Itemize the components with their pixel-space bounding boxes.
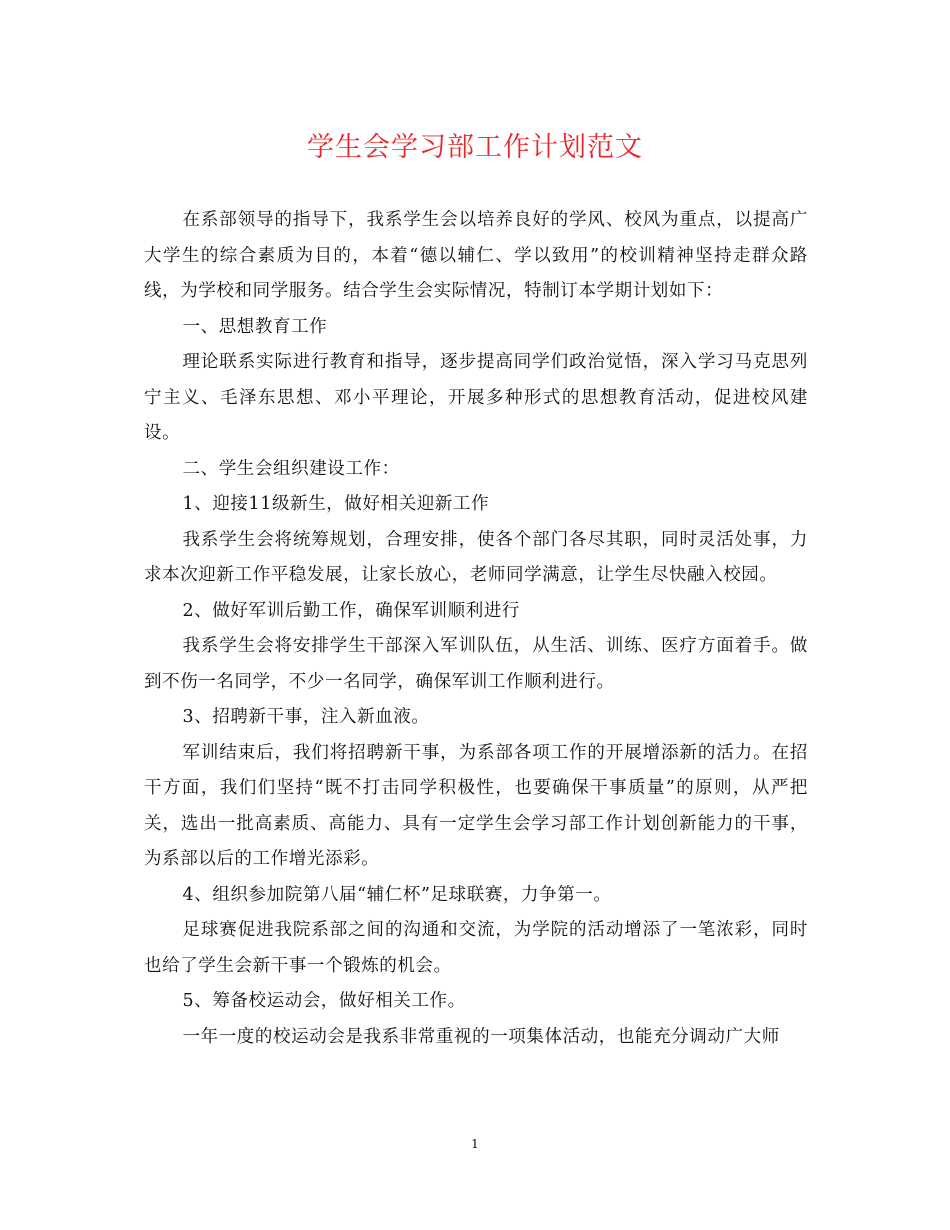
subheading-football-league: 4、组织参加院第八届“辅仁杯”足球联赛，力争第一。 (182, 884, 612, 905)
paragraph-military-training: 我系学生会将安排学生干部深入军训队伍，从生活、训练、医疗方面着手。做到不伤一名同学，不少一名同学，确保军训工作顺利进行。 (144, 636, 808, 692)
heading-ideology-education: 一、思想教育工作 (182, 316, 328, 337)
paragraph-ideology-education: 理论联系实际进行教育和指导，逐步提高同学们政治觉悟，深入学习马克思列宁主义、毛泽东思想、邓小平理论，开展多种形式的思想教育活动，促进校风建设。 (144, 352, 808, 443)
paragraph-recruit-staff: 军训结束后，我们将招聘新干事，为系部各项工作的开展增添新的活力。在招干方面，我们们坚持“既不打击同学积极性，也要确保干事质量”的原则，从严把关，选出一批高素质、高能力、具有一定学生会学习部工作计划创新能力的干事，为系部以后的工作增光添彩。 (144, 742, 808, 869)
document-title: 学生会学习部工作计划范文 (307, 132, 643, 163)
page-number: 1 (471, 1137, 479, 1151)
paragraph-intro: 在系部领导的指导下，我系学生会以培养良好的学风、校风为重点，以提高广大学生的综合素质为目的，本着“德以辅仁、学以致用”的校训精神坚持走群众路线，为学校和同学服务。结合学生会实际情况，特制订本学期计划如下： (144, 210, 808, 301)
subheading-military-training: 2、做好军训后勤工作，确保军训顺利进行 (182, 600, 521, 621)
heading-organization-building: 二、学生会组织建设工作： (182, 458, 400, 479)
subheading-recruit-staff: 3、招聘新干事，注入新血液。 (182, 707, 430, 727)
subheading-sports-meet: 5、筹备校运动会，做好相关工作。 (182, 991, 466, 1011)
paragraph-welcome-freshmen: 我系学生会将统筹规划，合理安排，使各个部门各尽其职，同时灵活处事，力求本次迎新工作平稳发展，让家长放心，老师同学满意，让学生尽快融入校园。 (144, 529, 808, 585)
paragraph-sports-meet: 一年一度的校运动会是我系非常重视的一项集体活动，也能充分调动广大师 (182, 1026, 780, 1047)
document-body (144, 203, 808, 1055)
subheading-welcome-freshmen: 1、迎接11级新生，做好相关迎新工作 (182, 494, 490, 514)
paragraph-football-league: 足球赛促进我院系部之间的沟通和交流，为学院的活动增添了一笔浓彩，同时也给了学生会新干事一个锻炼的机会。 (144, 920, 808, 976)
